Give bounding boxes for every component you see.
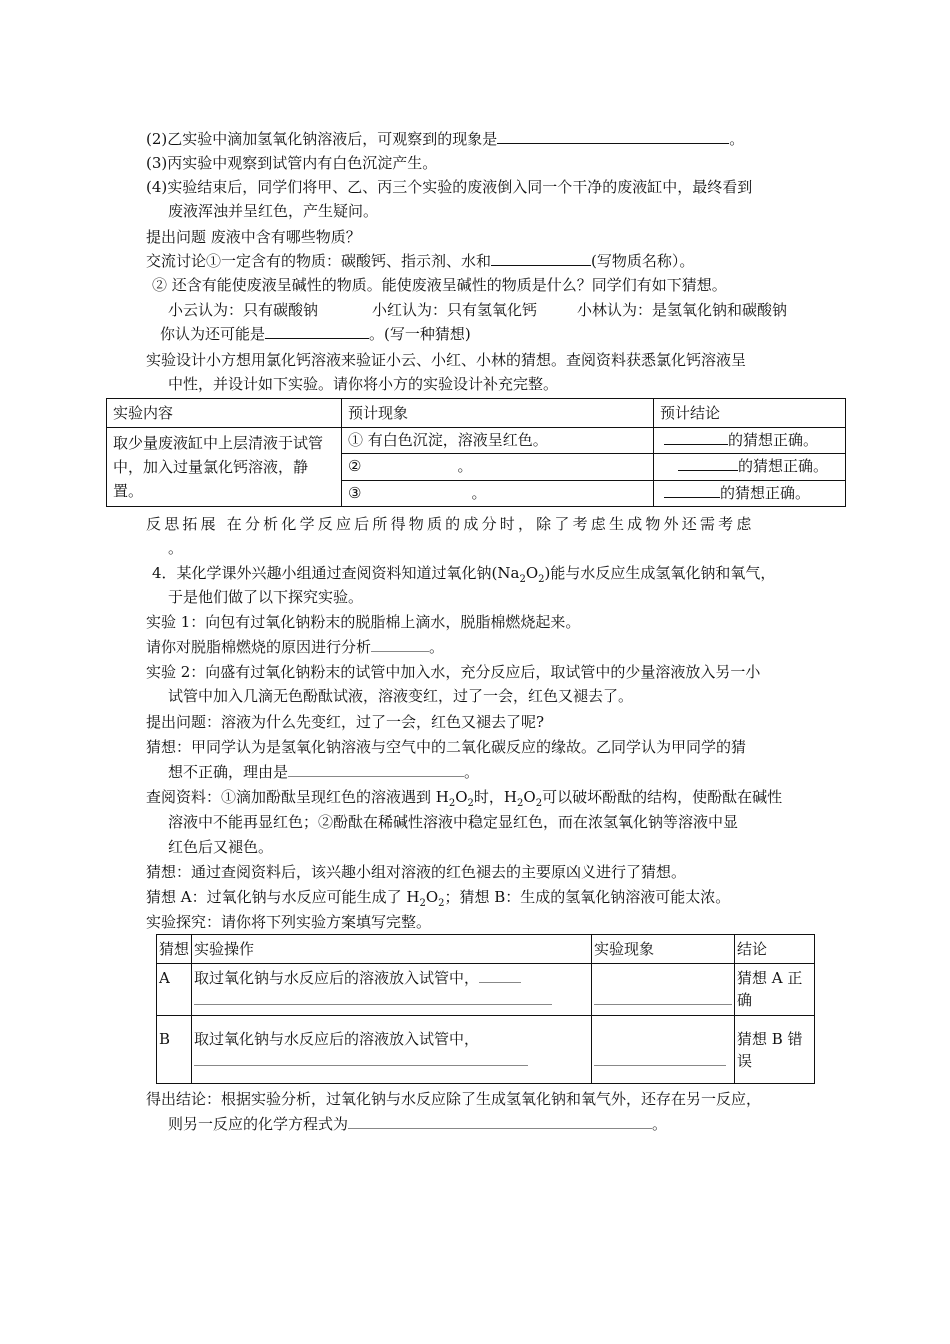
guess-xiaoyun: 小云认为：只有碳酸钠	[168, 301, 319, 319]
table-header: 实验现象	[592, 935, 735, 964]
operation-cell: 取过氧化钠与水反应后的溶液放入试管中，	[192, 1016, 592, 1084]
table-header: 预计现象	[342, 399, 654, 428]
answer-blank[interactable]	[497, 128, 729, 144]
answer-blank[interactable]	[348, 1113, 652, 1129]
reference-line2: 溶液中不能再显红色；②酚酞在稀碱性溶液中稳定显红色，而在浓氢氧化钠等溶液中显	[168, 813, 739, 831]
reference-line3: 红色后又褪色。	[168, 838, 274, 856]
conclusion-cell: 的猜想正确。	[654, 454, 846, 480]
experiment-2-line1: 实验 2：向盛有过氧化钠粉末的试管中加入水，充分反应后，取试管中的少量溶液放入另一小	[146, 663, 761, 681]
phenomenon-cell	[592, 1016, 735, 1084]
question-4-line1: (4)实验结束后，同学们将甲、乙、丙三个实验的废液倒入同一个干净的废液缸中，最终看到	[146, 178, 753, 196]
conclusion-cell: 的猜想正确。	[654, 480, 846, 506]
problem-2: 提出问题：溶液为什么先变红，过了一会，红色又褪去了呢?	[146, 713, 545, 731]
question-4-line2: 废液浑浊并呈红色，产生疑问。	[168, 202, 379, 220]
phenomenon-cell	[592, 964, 735, 1016]
design-line1: 实验设计小方想用氯化钙溶液来验证小云、小红、小林的猜想。查阅资料获悉氯化钙溶液呈	[146, 351, 747, 369]
answer-blank[interactable]	[664, 429, 728, 445]
answer-blank[interactable]	[194, 989, 552, 1005]
answer-blank[interactable]	[479, 967, 521, 983]
problem-statement: 提出问题 废液中含有哪些物质？	[146, 228, 361, 246]
table-header: 实验操作	[192, 935, 592, 964]
question-4-intro-line2: 于是他们做了以下探究实验。	[168, 588, 364, 606]
guess-cell: B	[157, 1016, 192, 1084]
discussion-1: 交流讨论①一定含有的物质：碳酸钙、指示剂、水和 (写物质名称）。	[146, 252, 695, 270]
answer-blank[interactable]	[371, 636, 429, 652]
answer-blank[interactable]	[288, 761, 464, 777]
guess-xiaohong: 小红认为：只有氢氧化钙	[372, 301, 538, 319]
design-line2: 中性，并设计如下实验。请你将小方的实验设计补充完整。	[168, 375, 559, 393]
conclusion-cell: 的猜想正确。	[654, 428, 846, 454]
question-4-intro: 4．某化学课外兴趣小组通过查阅资料知道过氧化钠$(Na_2O_2)$能与水反应生成氢氧化钠和氧气，	[152, 564, 776, 585]
experiment-explore: 实验探究：请你将下列实验方案填写完整。	[146, 913, 432, 931]
phenomenon-cell: ① 有白色沉淀，溶液呈红色。	[342, 428, 654, 454]
experiment-content: 取少量废液缸中上层清液于试管中，加入过量氯化钙溶液，静置。	[107, 428, 342, 507]
conclusion-line2: 则另一反应的化学方程式为 。	[168, 1115, 668, 1133]
conclusion-cell: 猜想 A 正确	[735, 964, 815, 1016]
answer-blank[interactable]	[265, 323, 369, 339]
guess-line1: 猜想：甲同学认为是氢氧化钠溶液与空气中的二氧化碳反应的缘故。乙同学认为甲同学的猜	[146, 738, 747, 756]
answer-blank[interactable]	[594, 989, 732, 1005]
answer-blank[interactable]	[664, 482, 720, 498]
table-header: 结论	[735, 935, 815, 964]
conclusion-cell: 猜想 B 错误	[735, 1016, 815, 1084]
reflection-line2: 。	[168, 539, 184, 557]
answer-blank[interactable]	[194, 1050, 528, 1066]
answer-blank[interactable]	[594, 1050, 726, 1066]
table-header: 预计结论	[654, 399, 846, 428]
your-guess: 你认为还可能是 。(写一种猜想)	[160, 325, 471, 343]
guess-cell: A	[157, 964, 192, 1016]
table-row	[157, 1016, 815, 1084]
question-2: (2)乙实验中滴加氢氧化钠溶液后，可观察到的现象是 。	[146, 130, 745, 148]
experiment-1-question: 请你对脱脂棉燃烧的原因进行分析 。	[146, 638, 445, 656]
experiment-2-line2: 试管中加入几滴无色酚酞试液，溶液变红，过了一会，红色又褪去了。	[168, 687, 634, 705]
table-header: 猜想	[157, 935, 192, 964]
answer-blank[interactable]	[491, 250, 591, 266]
experiment-table-1	[106, 398, 846, 507]
question-3: (3)丙实验中观察到试管内有白色沉淀产生。	[146, 154, 438, 172]
guess-xiaolin: 小林认为：是氢氧化钠和碳酸钠	[577, 301, 788, 319]
operation-cell: 取过氧化钠与水反应后的溶液放入试管中，	[192, 964, 592, 1016]
experiment-table-2	[156, 934, 815, 1084]
experiment-1: 实验 1：向包有过氧化钠粉末的脱脂棉上滴水，脱脂棉燃烧起来。	[146, 613, 581, 631]
reflection-line1: 反思拓展 在分析化学反应后所得物质的成分时，除了考虑生成物外还需考虑	[146, 515, 755, 533]
phenomenon-cell: ③ 。	[342, 480, 654, 506]
answer-blank[interactable]	[678, 455, 738, 471]
conclusion-line1: 得出结论：根据实验分析，过氧化钠与水反应除了生成氢氧化钠和氧气外，还存在另一反应，	[146, 1090, 762, 1108]
table-row	[107, 428, 846, 454]
discussion-2: ② 还含有能使废液呈碱性的物质。能使废液呈碱性的物质是什么？同学们有如下猜想。	[152, 276, 727, 294]
guess-a-b: 猜想 A：过氧化钠与水反应可能生成了 $H_2O_2$；猜想 B：生成的氢氧化钠溶液可能太浓。	[146, 888, 731, 909]
guess-2: 猜想：通过查阅资料后，该兴趣小组对溶液的红色褪去的主要原凶义进行了猜想。	[146, 863, 687, 881]
table-row	[157, 964, 815, 1016]
phenomenon-cell: ② 。	[342, 454, 654, 480]
reference-line1: 查阅资料：①滴加酚酞呈现红色的溶液遇到 $H_2O_2$时，$H_2O_2$可以破坏酚酞的结构，使酚酞在碱性	[146, 788, 783, 809]
table-header: 实验内容	[107, 399, 342, 428]
guess-line2: 想不正确，理由是 。	[168, 763, 480, 781]
